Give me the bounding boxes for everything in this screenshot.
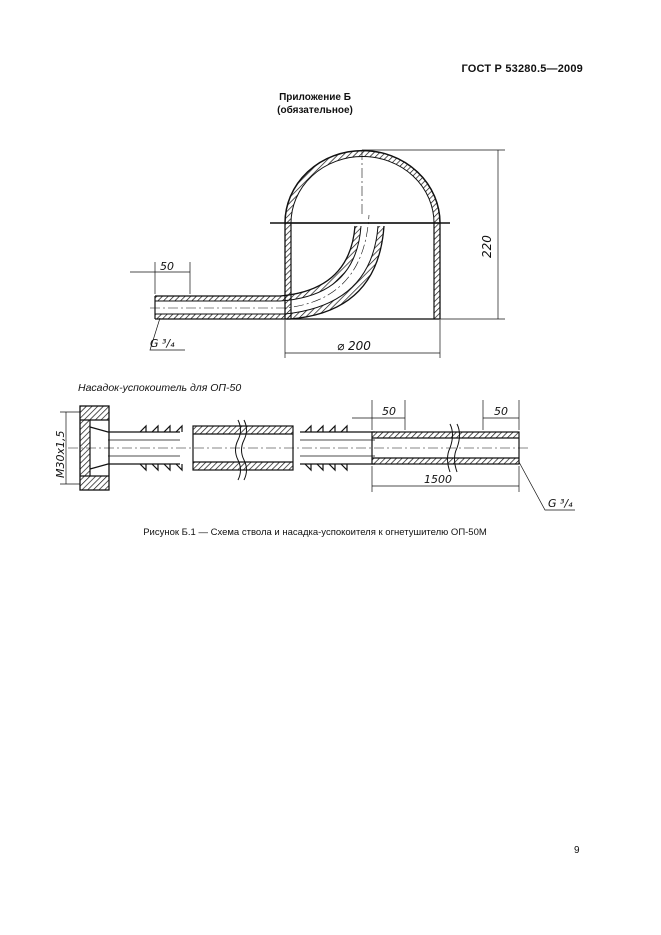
nozzle-dim-b: 50	[494, 405, 508, 418]
nozzle-title: Насадок-успокоитель для ОП-50	[78, 382, 242, 394]
page-number: 9	[574, 845, 580, 856]
appendix-subtitle: (обязательное)	[277, 105, 353, 116]
appendix-title: Приложение Б	[279, 92, 351, 103]
figure-caption: Рисунок Б.1 — Схема ствола и насадка-успокоителя к огнетушителю ОП-50М	[143, 527, 487, 538]
barrel-dim-length: 50	[160, 260, 174, 273]
nozzle-dim-a: 50	[382, 405, 396, 418]
barrel-dim-diameter: ⌀ 200	[337, 339, 371, 353]
nozzle-thread-left: M30x1,5	[54, 430, 67, 478]
barrel-drawing	[130, 150, 505, 358]
barrel-thread-label: G ³/₄	[150, 337, 175, 350]
barrel-dim-height: 220	[480, 235, 494, 258]
nozzle-dim-length: 1500	[424, 473, 452, 486]
nozzle-thread-right: G ³/₄	[548, 497, 573, 510]
document-code: ГОСТ Р 53280.5—2009	[461, 63, 583, 75]
